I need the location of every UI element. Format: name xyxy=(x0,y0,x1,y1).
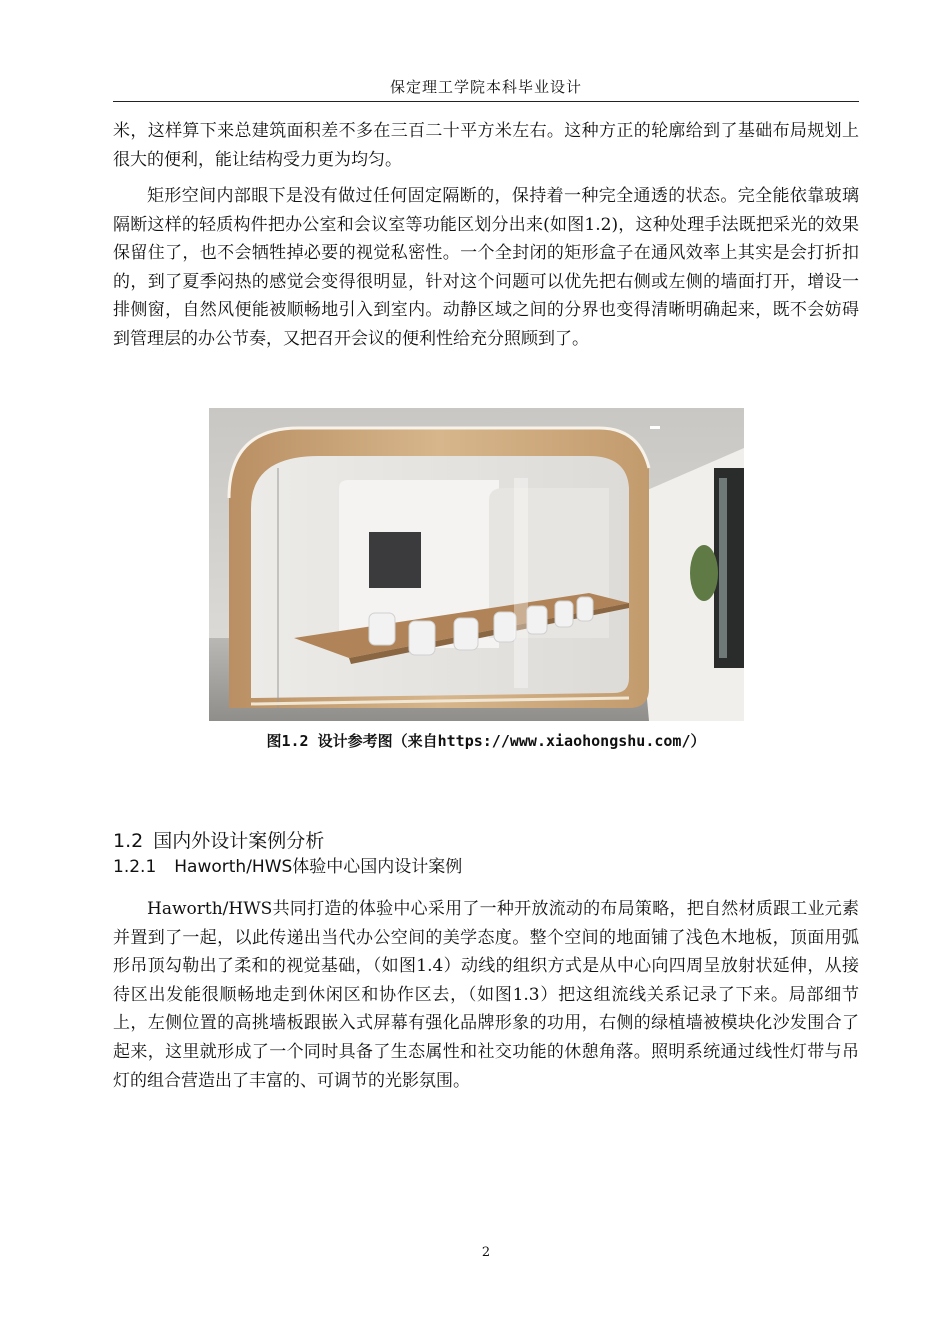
section-heading xyxy=(113,826,324,853)
paragraph-3: Haworth/HWS共同打造的体验中心采用了一种开放流动的布局策略，把自然材质跟工业元素并置到了一起，以此传递出当代办公空间的美学态度。整个空间的地面铺了浅色木地板，顶面用弧形吊顶勾勒出了柔和的视觉基础，（如图1.4）动线的组织方式是从中心向四周呈放射状延伸，从接待区出发能很顺畅地走到休闲区和协作区去，（如图1.3）把这组流线关系记录了下来。局部细节上，左侧位置的高挑墙板跟嵌入式屏幕有强化品牌形象的功用，右侧的绿植墙被模块化沙发围合了起来，这里就形成了一个同时具备了生态属性和社交功能的休憩角落。照明系统通过线性灯带与吊灯的组合营造出了丰富的、可调节的光影氛围。 xyxy=(113,899,859,1091)
paragraph-2: 矩形空间内部眼下是没有做过任何固定隔断的，保持着一种完全通透的状态。完全能依靠玻璃隔断这样的轻质构件把办公室和会议室等功能区划分出来(如图1.2)，这种处理手法既把采光的效果保留住了，也不会牺牲掉必要的视觉私密性。一个全封闭的矩形盒子在通风效率上其实是会打折扣的，到了夏季闷热的感觉会变得很明显，针对这个问题可以优先把右侧或左侧的墙面打开，增设一排侧窗，自然风便能被顺畅地引入到室内。动静区域之间的分界也变得清晰明确起来，既不会妨碍到管理层的办公节奏，又把召开会议的便利性给充分照顾到了。 xyxy=(113,186,859,349)
section-title: 国内外设计案例分析 xyxy=(153,830,325,852)
page-number: 2 xyxy=(481,1245,491,1260)
figure-meeting-room-photo xyxy=(209,408,744,721)
figure-caption: 图1.2 设计参考图（来自https://www.xiaohongshu.com/） xyxy=(266,732,706,750)
subsection-title: Haworth/HWS体验中心国内设计案例 xyxy=(174,857,463,877)
header-rule xyxy=(113,101,859,102)
section-number: 1.2 xyxy=(113,830,144,852)
subsection-number: 1.2.1 xyxy=(113,857,157,877)
paragraph-1: 米，这样算下来总建筑面积差不多在三百二十平方米左右。这种方正的轮廓给到了基础布局规划上很大的便利，能让结构受力更为均匀。 xyxy=(113,121,859,170)
subsection-heading xyxy=(113,853,462,881)
page-header: 保定理工学院本科毕业设计 xyxy=(389,78,582,96)
